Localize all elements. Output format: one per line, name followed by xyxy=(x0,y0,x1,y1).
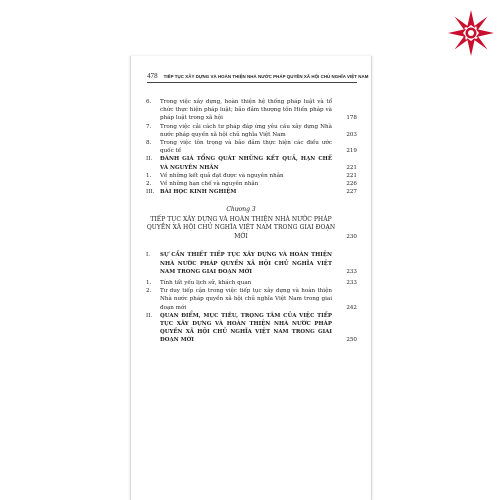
toc-entry-page: 233 xyxy=(346,268,357,275)
toc-entry-number: I. xyxy=(146,252,150,259)
toc-entry xyxy=(146,172,357,180)
toc-entry-number: II. xyxy=(146,312,153,319)
toc-entry-text: Trong việc tôn trọng và bảo đảm thực hiện các điều ước quốc tế xyxy=(160,140,332,155)
chapter-page-number: 230 xyxy=(346,233,357,240)
toc-entry-page: 178 xyxy=(346,115,357,122)
toc-entry-number: 6. xyxy=(146,99,152,105)
toc-entry-page: 221 xyxy=(346,172,357,179)
toc-entry-number: 7. xyxy=(146,123,152,130)
toc-entry-page: 221 xyxy=(346,164,357,171)
toc-entry-page: 227 xyxy=(346,189,357,196)
toc-entry-number: 8. xyxy=(146,140,152,147)
toc-entry xyxy=(146,312,357,345)
toc-entry xyxy=(146,180,357,188)
toc-entry xyxy=(146,155,357,171)
toc-entry-number: 2. xyxy=(146,288,152,295)
toc-entry xyxy=(146,251,357,276)
chapter-title: TIẾP TỤC XÂY DỰNG VÀ HOÀN THIỆN NHÀ NƯỚC PHÁP QUYỀN XÃ HỘI CHỦ NGHĨA VIỆT NAM TRONG GIAI ĐOẠN MỚI xyxy=(146,215,336,240)
table-of-contents xyxy=(146,98,357,345)
toc-entry-number: 1. xyxy=(146,280,152,287)
toc-entry xyxy=(146,139,357,155)
toc-entry-text: Về những kết quả đạt được và nguyên nhân xyxy=(160,172,284,179)
toc-entry xyxy=(146,287,357,312)
page-number: 478 xyxy=(147,72,158,80)
toc-entry-text: Trong việc cải cách tư pháp đáp ứng yêu cầu xây dựng Nhà nước pháp quyền xã hội chủ nghĩa Việt Nam xyxy=(160,123,332,138)
chapter-heading xyxy=(146,206,357,241)
publisher-logo-icon xyxy=(446,8,496,58)
running-title: TIẾP TỤC XÂY DỰNG VÀ HOÀN THIỆN NHÀ NƯỚC PHÁP QUYỀN XÃ HỘI CHỦ NGHĨA VIỆT NAM xyxy=(163,74,369,79)
page-header xyxy=(147,72,369,83)
toc-entry-page: 226 xyxy=(346,181,357,188)
toc-entry-page: 242 xyxy=(346,304,357,311)
toc-entry-text: Tư duy tiếp cận trong việc tiếp tục xây dựng và hoàn thiện Nhà nước pháp quyền xã hội chủ nghĩa Việt Nam trong giai đoạn mới xyxy=(160,288,332,311)
toc-entry-number: 2. xyxy=(146,181,152,188)
toc-entry xyxy=(146,188,357,196)
toc-section-2 xyxy=(146,251,357,344)
toc-entry-text: ĐÁNH GIÁ TỔNG QUÁT NHỮNG KẾT QUẢ, HẠN CHẾ VÀ NGUYÊN NHÂN xyxy=(160,156,332,171)
toc-entry-page: 219 xyxy=(346,148,357,155)
toc-entry-page: 250 xyxy=(346,337,357,344)
toc-entry xyxy=(146,98,357,123)
toc-entry-number: III. xyxy=(146,189,155,196)
toc-entry-text: Về những hạn chế và nguyên nhân xyxy=(160,181,259,188)
chapter-label: Chương 3 xyxy=(226,206,256,214)
toc-entry-page: 233 xyxy=(346,280,357,287)
book-page xyxy=(130,56,372,500)
toc-entry xyxy=(146,279,357,287)
toc-entry-text: Tính tất yếu lịch sử, khách quan xyxy=(160,280,252,287)
toc-entry-page: 203 xyxy=(346,131,357,138)
toc-entry xyxy=(146,123,357,139)
toc-entry-number: II. xyxy=(146,156,153,163)
toc-entry-text: QUAN ĐIỂM, MỤC TIÊU, TRỌNG TÂM CỦA VIỆC TIẾP TỤC XÂY DỰNG VÀ HOÀN THIỆN NHÀ NƯỚC PHÁP QUYỀN XÃ HỘI CHỦ NGHĨA VIỆT NAM TRONG GIAI ĐOẠN MỚI xyxy=(160,312,332,344)
toc-entry-text: Trong việc xây dựng, hoàn thiện hệ thống pháp luật và tổ chức thực hiện pháp luật; bảo đảm thượng tôn Hiến pháp và pháp luật trong xã hội xyxy=(160,99,332,122)
toc-entry-text: BÀI HỌC KINH NGHIỆM xyxy=(160,189,237,196)
toc-section-1 xyxy=(146,98,357,196)
toc-entry-text: SỰ CẦN THIẾT TIẾP TỤC XÂY DỰNG VÀ HOÀN THIỆN NHÀ NƯỚC PHÁP QUYỀN XÃ HỘI CHỦ NGHĨA VIỆT NAM TRONG GIAI ĐOẠN MỚI xyxy=(160,252,332,275)
toc-entry-number: 1. xyxy=(146,172,152,179)
